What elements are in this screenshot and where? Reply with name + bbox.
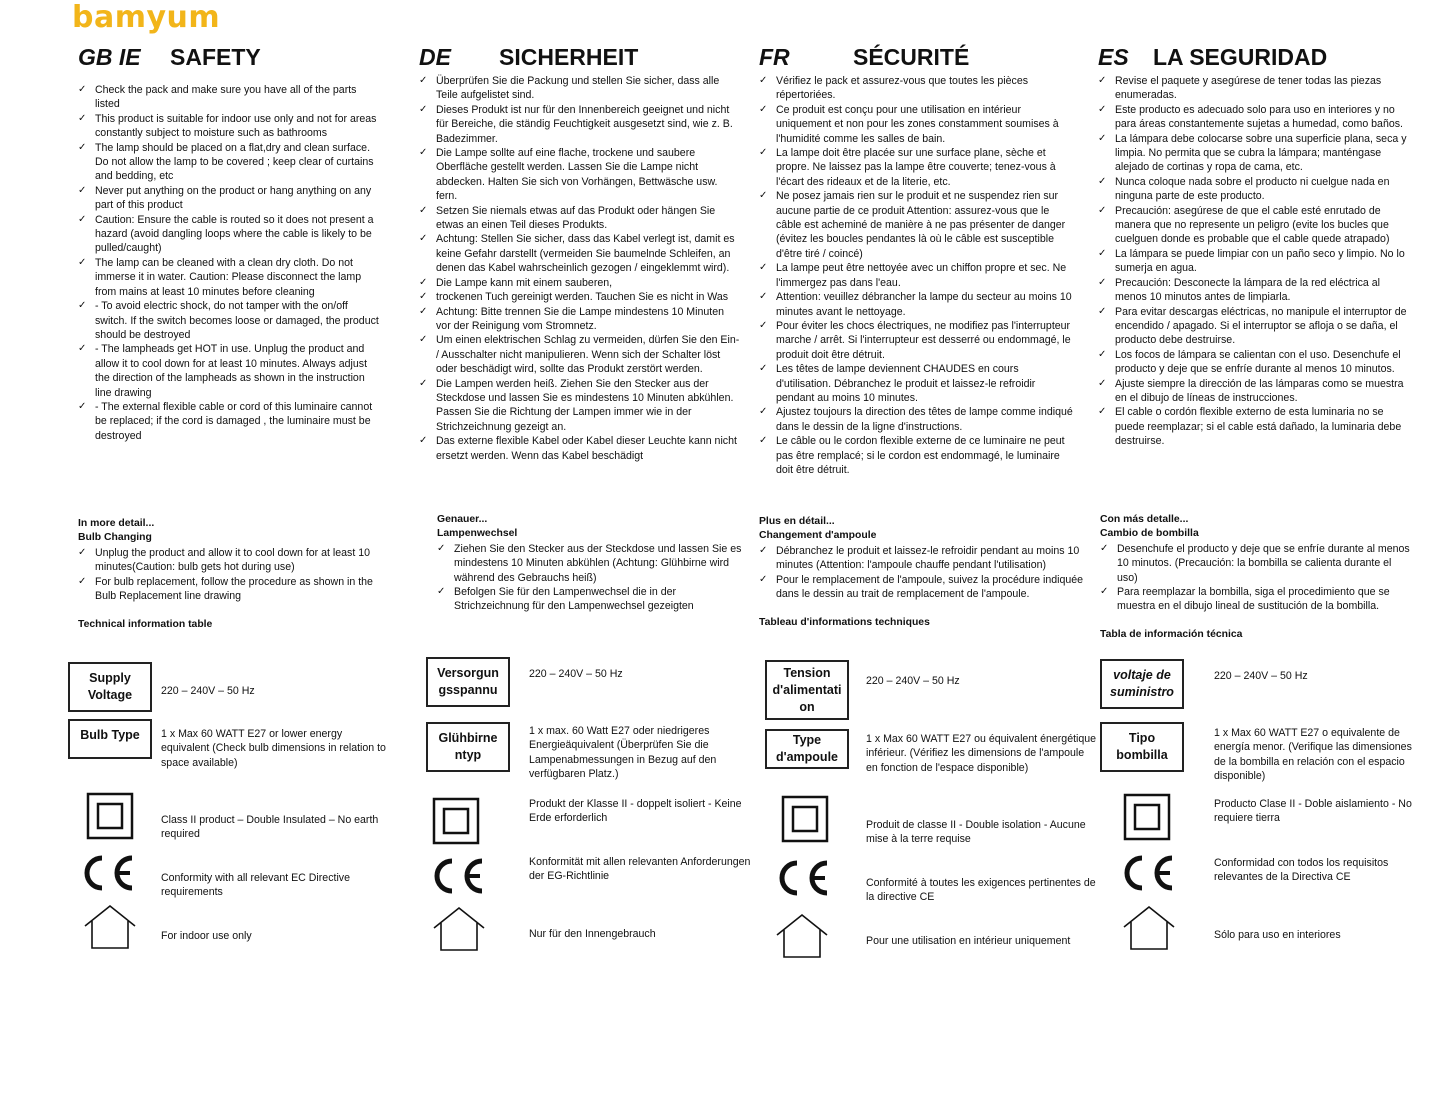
section-title: SÉCURITÉ bbox=[853, 44, 970, 70]
list-item: ✓ Caution: Ensure the cable is routed so it does not present a hazard (avoid dangling loops where the cable is likely to be pulled/caught) bbox=[78, 213, 383, 256]
detail-title: Con más detalle... bbox=[1100, 514, 1189, 525]
detail-subtitle: Lampenwechsel bbox=[437, 528, 518, 540]
list-item: ✓ La lámpara debe colocarse sobre una superficie plana, seca y limpia. No permita que se cubra la lámpara; manténgase alejado de cortinas y ropa de cama, etc. bbox=[1098, 132, 1408, 175]
class-ii-icon bbox=[1123, 793, 1171, 841]
language-code: ES bbox=[1098, 44, 1129, 70]
list-item: ✓ El cable o cordón flexible externo de esta luminaria no se puede reemplazar; si el cable está dañado, la luminaria debe destruirse. bbox=[1098, 405, 1408, 448]
list-item: ✓ Ne posez jamais rien sur le produit et ne suspendez rien sur aucune partie de ce produit Attention: assurez-vous que le câble est acheminé de manière à ne pas présenter de danger (évitez les boucles pendantes là où le câble est susceptible d'être tiré / coincé) bbox=[759, 189, 1074, 261]
list-item: ✓ Ce produit est conçu pour une utilisation en intérieur uniquement et non pour les zones constamment soumises à l'humidité comme les salles de bain. bbox=[759, 103, 1074, 146]
supply-voltage-value: 220 – 240V – 50 Hz bbox=[866, 675, 960, 687]
list-item: ✓ Vérifiez le pack et assurez-vous que toutes les pièces répertoriées. bbox=[759, 74, 1074, 103]
brand-logo: bamyum bbox=[72, 0, 221, 35]
list-item: ✓ Ziehen Sie den Stecker aus der Steckdose und lassen Sie es mindestens 10 Minuten abkühlen (Achtung: Glühbirne wird während des Gebrauchs heiß) bbox=[437, 542, 747, 585]
list-item: ✓ Attention: veuillez débrancher la lampe du secteur au moins 10 minutes avant le nettoyage. bbox=[759, 290, 1074, 319]
list-item: ✓ Überprüfen Sie die Packung und stellen Sie sicher, dass alle Teile aufgelistet sind. bbox=[419, 74, 741, 103]
list-item: ✓ Este producto es adecuado solo para uso en interiores y no para áreas constantemente sujetas a humedad, como baños. bbox=[1098, 103, 1408, 132]
house-icon bbox=[432, 906, 486, 952]
supply-voltage-value: 220 – 240V – 50 Hz bbox=[1214, 670, 1308, 682]
language-code: GB IE bbox=[78, 44, 141, 70]
supply-voltage-label: Versorgun gsspannu bbox=[426, 657, 510, 707]
detail-section bbox=[1100, 513, 1410, 614]
detail-subtitle: Bulb Changing bbox=[78, 532, 152, 544]
section-title: LA SEGURIDAD bbox=[1153, 44, 1328, 70]
list-item: ✓ Le câble ou le cordon flexible externe de ce luminaire ne peut pas être remplacé; si le cordon est endommagé, le luminaire doit être détruit. bbox=[759, 434, 1074, 477]
list-item: ✓ Precaución: asegúrese de que el cable esté enrutado de manera que no represente un peligro (evite los bucles que cuelguen donde es probable que el cable quede atrapado) bbox=[1098, 204, 1408, 247]
class-ii-icon bbox=[781, 795, 829, 843]
list-item: ✓ La lampe peut être nettoyée avec un chiffon propre et sec. Ne l'immergez pas dans l'eau. bbox=[759, 261, 1074, 290]
safety-list bbox=[78, 83, 383, 443]
supply-voltage-value: 220 – 240V – 50 Hz bbox=[161, 685, 255, 697]
list-item: ✓ Befolgen Sie für den Lampenwechsel die in der Strichzeichnung für den Lampenwechsel gezeigten bbox=[437, 585, 747, 614]
list-item: ✓ Das externe flexible Kabel oder Kabel dieser Leuchte kann nicht ersetzt werden. Wenn das Kabel beschädigt bbox=[419, 434, 741, 463]
house-icon bbox=[83, 904, 137, 950]
supply-voltage-label: Tension d'alimentati on bbox=[765, 660, 849, 720]
list-item: ✓ Dieses Produkt ist nur für den Innenbereich geeignet und nicht für Bereiche, die ständig Feuchtigkeit ausgesetzt sind, wie z. B. Badezimmer. bbox=[419, 103, 741, 146]
list-item: ✓ Ajustez toujours la direction des têtes de lampe comme indiqué dans le dessin de la ligne d'instructions. bbox=[759, 405, 1074, 434]
list-item: ✓ Setzen Sie niemals etwas auf das Produkt oder hängen Sie etwas an einen Teil dieses Produkts. bbox=[419, 204, 741, 233]
house-icon bbox=[1122, 905, 1176, 951]
list-item: ✓ trockenen Tuch gereinigt werden. Tauchen Sie es nicht in Was bbox=[419, 290, 741, 304]
list-item: ✓ Nunca coloque nada sobre el producto ni cuelgue nada en ninguna parte de este producto. bbox=[1098, 175, 1408, 204]
section-header bbox=[78, 44, 393, 80]
list-item: ✓ Les têtes de lampe deviennent CHAUDES en cours d'utilisation. Débranchez le produit et laissez-le refroidir pendant au moins 10 minutes. bbox=[759, 362, 1074, 405]
ce-text: Conformity with all relevant EC Directive requirements bbox=[161, 872, 350, 899]
class-ii-text: Produit de classe II - Double isolation - Aucune mise à la terre requise bbox=[866, 819, 1086, 846]
ce-text: Conformité à toutes les exigences pertinentes de la directive CE bbox=[866, 877, 1096, 904]
list-item: ✓ Never put anything on the product or hang anything on any part of this product bbox=[78, 184, 383, 213]
tech-title: Technical information table bbox=[78, 619, 213, 630]
list-item: ✓ Los focos de lámpara se calientan con el uso. Desenchufe el producto y deje que se enfríe durante al menos 10 minutos. bbox=[1098, 348, 1408, 377]
bulb-type-value: 1 x max. 60 Watt E27 oder niedrigeres Energieäquivalent (Überprüfen Sie die Lampenabmessungen in Bezug auf den verfügbaren Platz.) bbox=[529, 725, 717, 781]
list-item: ✓ Um einen elektrischen Schlag zu vermeiden, dürfen Sie den Ein- / Ausschalter nicht manipulieren. Wenn sich der Schalter löst oder beschädigt wird, sollte das Produkt zerstört werden. bbox=[419, 333, 741, 376]
list-item: ✓ Die Lampe sollte auf eine flache, trockene und saubere Oberfläche gestellt werden. Lassen Sie die Lampe nicht abdecken. Halten Sie sich von Vorhängen, Bettwäsche usw. fern. bbox=[419, 146, 741, 204]
indoor-text: Pour une utilisation en intérieur uniquement bbox=[866, 935, 1071, 947]
class-ii-icon bbox=[86, 792, 134, 840]
bulb-type-label: Bulb Type bbox=[68, 719, 152, 759]
tech-title: Tabla de información técnica bbox=[1100, 629, 1243, 640]
list-item: ✓ Desenchufe el producto y deje que se enfríe durante al menos 10 minutos. (Precaución: la bombilla se calienta durante el uso) bbox=[1100, 542, 1410, 585]
column-gb bbox=[78, 44, 393, 443]
list-item: ✓ Pour le remplacement de l'ampoule, suivez la procédure indiquée dans le dessin au trait de remplacement de l'ampoule. bbox=[759, 573, 1089, 602]
supply-voltage-label: voltaje de suministro bbox=[1100, 659, 1184, 709]
safety-list bbox=[759, 74, 1074, 477]
class-ii-text: Produkt der Klasse II - doppelt isoliert - Keine Erde erforderlich bbox=[529, 798, 742, 825]
tech-title: Tableau d'informations techniques bbox=[759, 617, 930, 628]
ce-mark-icon bbox=[428, 856, 488, 896]
list-item: ✓ - The lampheads get HOT in use. Unplug the product and allow it to cool down for at least 10 minutes. Always adjust the direction of the lampheads as shown in the instruction line drawing bbox=[78, 342, 383, 400]
section-header bbox=[419, 44, 744, 74]
column-de bbox=[419, 44, 744, 463]
list-item: ✓ Die Lampen werden heiß. Ziehen Sie den Stecker aus der Steckdose und lassen Sie es mindestens 10 Minuten abkühlen. Passen Sie die Richtung der Lampen immer wie in der Strichzeichnung gezeigt an. bbox=[419, 377, 741, 435]
list-item: ✓ Revise el paquete y asegúrese de tener todas las piezas enumeradas. bbox=[1098, 74, 1408, 103]
safety-list bbox=[1098, 74, 1408, 449]
ce-text: Konformität mit allen relevanten Anforderungen der EG-Richtlinie bbox=[529, 856, 751, 883]
column-es bbox=[1098, 44, 1418, 449]
list-item: ✓ Ajuste siempre la dirección de las lámparas como se muestra en el dibujo de líneas de instrucciones. bbox=[1098, 377, 1408, 406]
bulb-type-value: 1 x Max 60 WATT E27 ou équivalent énergétique inférieur. (Vérifiez les dimensions de l'ampoule en fonction de l'espace disponible) bbox=[866, 733, 1097, 774]
detail-title: Genauer... bbox=[437, 514, 488, 525]
list-item: ✓ Achtung: Stellen Sie sicher, dass das Kabel verlegt ist, damit es keine Gefahr darstellt (vermeiden Sie baumelnde Schleifen, an denen das Kabel wahrscheinlich gezogen / eingeklemmt wird). bbox=[419, 232, 741, 275]
ce-mark-icon bbox=[773, 858, 833, 898]
list-item: ✓ La lampe doit être placée sur une surface plane, sèche et propre. Ne laissez pas la lampe être couverte; tenez-vous à l'écart des rideaux et de la literie, etc. bbox=[759, 146, 1074, 189]
list-item: ✓ - The external flexible cable or cord of this luminaire cannot be replaced; if the cord is damaged , the luminaire must be destroyed bbox=[78, 400, 383, 443]
detail-subtitle: Changement d'ampoule bbox=[759, 530, 877, 542]
section-header bbox=[1098, 44, 1418, 74]
list-item: ✓ Débranchez le produit et laissez-le refroidir pendant au moins 10 minutes (Attention: l'ampoule chauffe pendant l'utilisation) bbox=[759, 544, 1089, 573]
bulb-type-value: 1 x Max 60 WATT E27 o equivalente de energía menor. (Verifique las dimensiones de la bombilla en relación con el espacio disponible) bbox=[1214, 727, 1412, 783]
bulb-type-label: Type d'ampoule bbox=[765, 729, 849, 769]
class-ii-text: Class II product – Double Insulated – No earth required bbox=[161, 814, 379, 841]
bulb-type-label: Glühbirne ntyp bbox=[426, 722, 510, 772]
bulb-type-label: Tipo bombilla bbox=[1100, 722, 1184, 772]
list-item: ✓ Pour éviter les chocs électriques, ne modifiez pas l'interrupteur marche / arrêt. Si l'interrupteur est desserré ou endommagé, le produit doit être détruit. bbox=[759, 319, 1074, 362]
list-item: ✓ The lamp should be placed on a flat,dry and clean surface. Do not allow the lamp to be covered ; keep clear of curtains and bedding, etc bbox=[78, 141, 383, 184]
ce-mark-icon bbox=[1118, 853, 1178, 893]
language-code: FR bbox=[759, 44, 790, 70]
list-item: ✓ Die Lampe kann mit einem sauberen, bbox=[419, 276, 741, 290]
safety-list bbox=[419, 74, 741, 463]
list-item: ✓ - To avoid electric shock, do not tamper with the on/off switch. If the switch becomes loose or damaged, the product should be destroyed bbox=[78, 299, 383, 342]
house-icon bbox=[775, 913, 829, 959]
supply-voltage-value: 220 – 240V – 50 Hz bbox=[529, 668, 623, 680]
ce-text: Conformidad con todos los requisitos relevantes de la Directiva CE bbox=[1214, 857, 1389, 884]
detail-subtitle: Cambio de bombilla bbox=[1100, 528, 1199, 540]
list-item: ✓ Unplug the product and allow it to cool down for at least 10 minutes(Caution: bulb gets hot during use) bbox=[78, 546, 393, 575]
list-item: ✓ Precaución: Desconecte la lámpara de la red eléctrica al menos 10 minutos antes de limpiarla. bbox=[1098, 276, 1408, 305]
ce-mark-icon bbox=[78, 853, 138, 893]
list-item: ✓ Check the pack and make sure you have all of the parts listed bbox=[78, 83, 383, 112]
detail-title: In more detail... bbox=[78, 518, 155, 529]
list-item: ✓ For bulb replacement, follow the procedure as shown in the Bulb Replacement line drawing bbox=[78, 575, 393, 604]
indoor-text: Nur für den Innengebrauch bbox=[529, 928, 656, 940]
language-code: DE bbox=[419, 44, 451, 70]
list-item: ✓ La lámpara se puede limpiar con un paño seco y limpio. No lo sumerja en agua. bbox=[1098, 247, 1408, 276]
list-item: ✓ Para evitar descargas eléctricas, no manipule el interruptor de encendido / apagado. Si el interruptor se afloja o se daña, el producto debe destruirse. bbox=[1098, 305, 1408, 348]
indoor-text: For indoor use only bbox=[161, 930, 252, 942]
detail-title: Plus en détail... bbox=[759, 516, 835, 527]
section-title: SICHERHEIT bbox=[499, 44, 639, 70]
class-ii-text: Producto Clase II - Doble aislamiento - No requiere tierra bbox=[1214, 798, 1412, 825]
detail-section bbox=[759, 515, 1089, 601]
list-item: ✓ This product is suitable for indoor use only and not for areas constantly subject to moisture such as bathrooms bbox=[78, 112, 383, 141]
section-title: SAFETY bbox=[170, 44, 261, 70]
detail-section bbox=[78, 517, 393, 603]
section-header bbox=[759, 44, 1089, 74]
bulb-type-value: 1 x Max 60 WATT E27 or lower energy equivalent (Check bulb dimensions in relation to space available) bbox=[161, 728, 386, 769]
list-item: ✓ The lamp can be cleaned with a clean dry cloth. Do not immerse it in water. Caution: Please disconnect the lamp from mains at least 10 minutes before cleaning bbox=[78, 256, 383, 299]
supply-voltage-label: Supply Voltage bbox=[68, 662, 152, 712]
list-item: ✓ Achtung: Bitte trennen Sie die Lampe mindestens 10 Minuten vor der Reinigung vom Stromnetz. bbox=[419, 305, 741, 334]
detail-section bbox=[437, 513, 747, 614]
list-item: ✓ Para reemplazar la bombilla, siga el procedimiento que se muestra en el dibujo lineal de sustitución de la bombilla. bbox=[1100, 585, 1410, 614]
class-ii-icon bbox=[432, 797, 480, 845]
indoor-text: Sólo para uso en interiores bbox=[1214, 929, 1341, 941]
column-fr bbox=[759, 44, 1089, 477]
